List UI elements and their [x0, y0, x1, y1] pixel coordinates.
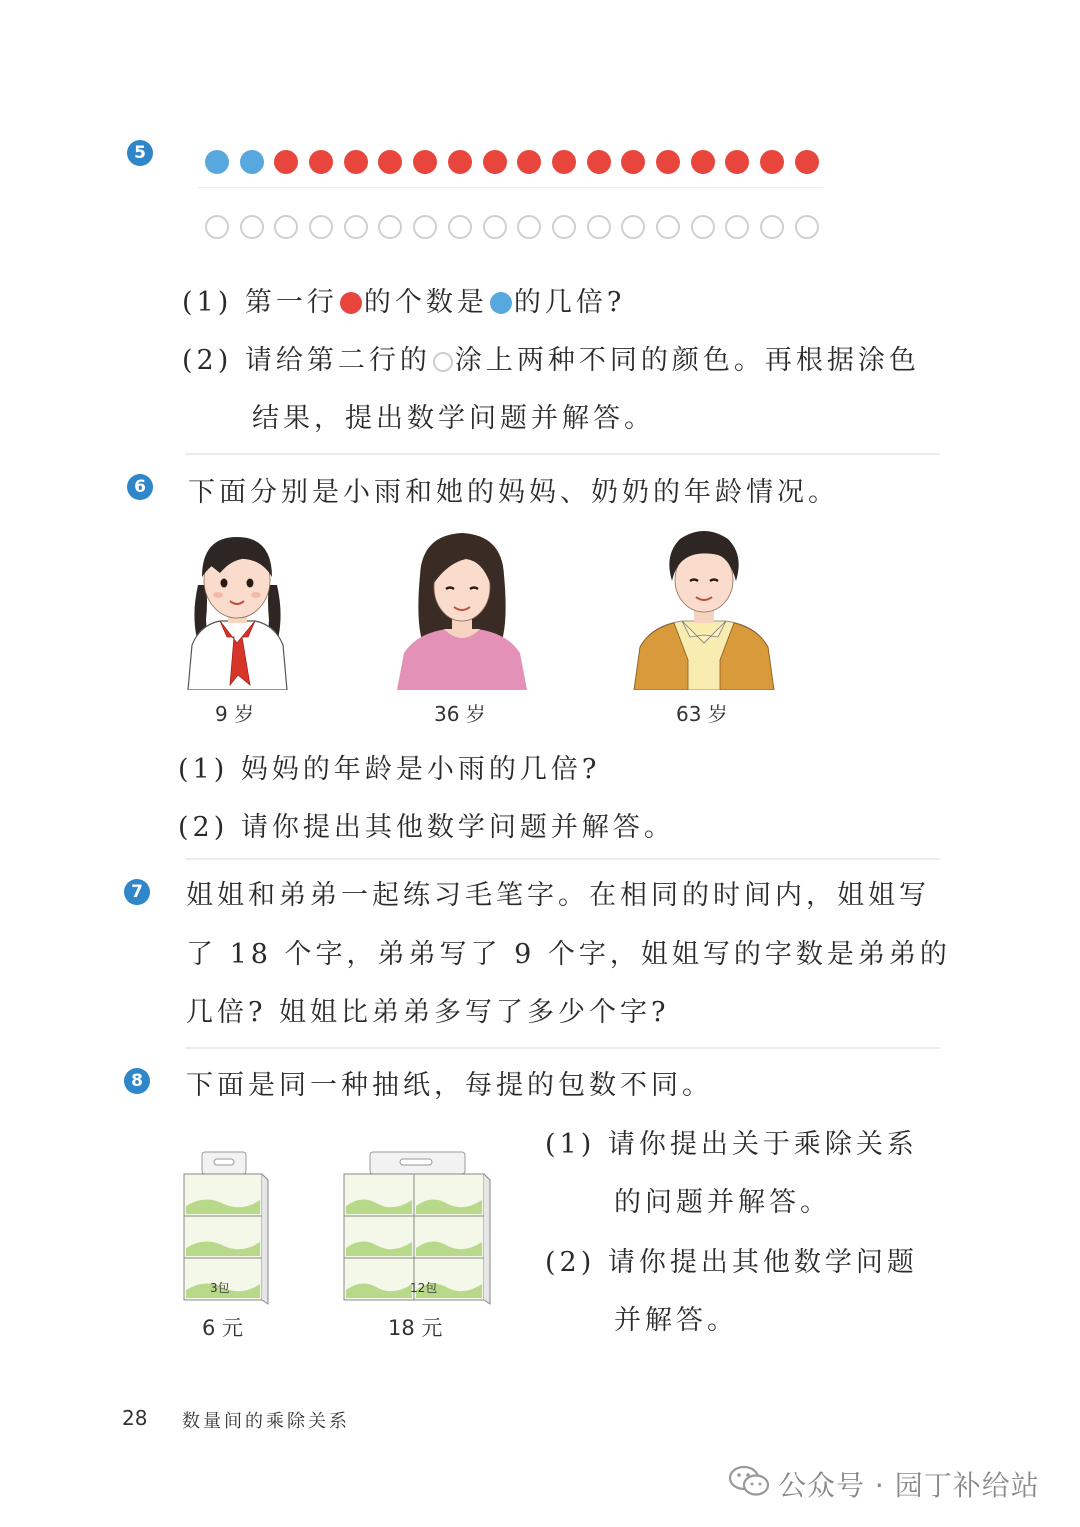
price-large-pack: 18 元	[388, 1316, 443, 1340]
empty-dot	[552, 215, 576, 239]
empty-dot	[517, 215, 541, 239]
empty-dot	[344, 215, 368, 239]
dot-row-empty	[205, 215, 829, 239]
q7-line1: 姐姐和弟弟一起练习毛笔字。在相同的时间内，姐姐写	[186, 880, 930, 911]
red-dot	[517, 150, 541, 174]
q5-sub1	[182, 280, 625, 319]
empty-dot	[274, 215, 298, 239]
red-dot	[621, 150, 645, 174]
section-divider	[185, 858, 940, 860]
dot-row-colored	[205, 150, 829, 174]
red-dot	[483, 150, 507, 174]
red-dot	[344, 150, 368, 174]
red-dot	[552, 150, 576, 174]
q5-sub2-line2: 结果，提出数学问题并解答。	[252, 403, 655, 434]
red-dot	[795, 150, 819, 174]
q7-line3: 几倍? 姐姐比弟弟多写了多少个字?	[186, 997, 670, 1028]
empty-dot	[795, 215, 819, 239]
q5-sub2-prefix: (2) 请给第二行的	[182, 345, 431, 376]
q5-sub1-prefix: (1) 第一行	[182, 287, 338, 318]
empty-dot	[483, 215, 507, 239]
blue-dot	[240, 150, 264, 174]
grandmother-illustration	[630, 525, 778, 690]
chapter-title: 数量间的乘除关系	[182, 1411, 350, 1432]
empty-dot	[413, 215, 437, 239]
red-dot	[725, 150, 749, 174]
tissue-pack-large	[340, 1150, 495, 1305]
empty-dot	[760, 215, 784, 239]
tissue-pack-small	[180, 1150, 270, 1305]
q8-sub1-line2: 的问题并解答。	[614, 1187, 831, 1218]
empty-dot	[240, 215, 264, 239]
empty-dot	[448, 215, 472, 239]
blue-dot	[205, 150, 229, 174]
q5-sub1-suffix: 的几倍?	[513, 287, 626, 318]
q8-sub1-line1: (1) 请你提出关于乘除关系	[545, 1129, 918, 1160]
q8-sub2-line1: (2) 请你提出其他数学问题	[545, 1247, 918, 1278]
q6-sub2: (2) 请你提出其他数学问题并解答。	[178, 812, 675, 843]
red-dot	[309, 150, 333, 174]
price-small-pack: 6 元	[202, 1316, 244, 1340]
q5-sub1-mid: 的个数是	[363, 287, 488, 318]
red-dot	[656, 150, 680, 174]
red-dot-icon	[340, 292, 362, 314]
empty-dot	[587, 215, 611, 239]
watermark-text: 公众号 · 园丁补给站	[778, 1469, 1040, 1502]
red-dot	[448, 150, 472, 174]
mother-illustration	[392, 525, 532, 690]
empty-dot	[378, 215, 402, 239]
age-label-grandmother: 63 岁	[676, 702, 728, 726]
girl-illustration	[180, 525, 295, 690]
red-dot	[587, 150, 611, 174]
blue-dot-icon	[490, 292, 512, 314]
empty-dot	[656, 215, 680, 239]
red-dot	[691, 150, 715, 174]
empty-dot	[621, 215, 645, 239]
page-number: 28	[122, 1406, 148, 1430]
empty-dot	[691, 215, 715, 239]
red-dot	[413, 150, 437, 174]
age-label-mother: 36 岁	[434, 702, 486, 726]
red-dot	[274, 150, 298, 174]
age-label-xiaoyu: 9 岁	[215, 702, 255, 726]
section-divider	[185, 453, 940, 455]
empty-dot	[725, 215, 749, 239]
q8-sub2-line2: 并解答。	[614, 1305, 738, 1336]
question-number-6: 6	[127, 474, 153, 500]
q5-sub2-suffix: 涂上两种不同的颜色。再根据涂色	[454, 345, 920, 376]
empty-dot	[309, 215, 333, 239]
empty-dot	[205, 215, 229, 239]
empty-dot-icon	[433, 352, 453, 372]
section-divider	[185, 1047, 940, 1049]
red-dot	[378, 150, 402, 174]
question-number-7: 7	[124, 879, 150, 905]
q8-intro: 下面是同一种抽纸，每提的包数不同。	[186, 1070, 713, 1101]
pack-label-12: 12包	[410, 1281, 438, 1295]
q7-line2: 了 18 个字，弟弟写了 9 个字，姐姐写的字数是弟弟的	[186, 939, 951, 970]
q6-intro: 下面分别是小雨和她的妈妈、奶奶的年龄情况。	[188, 477, 839, 508]
q5-sub2-line1	[182, 338, 920, 377]
dot-row-divider	[198, 187, 823, 188]
pack-label-3: 3包	[210, 1281, 230, 1295]
red-dot	[760, 150, 784, 174]
question-number-5: 5	[127, 140, 153, 166]
wechat-icon	[728, 1463, 770, 1499]
question-number-8: 8	[124, 1068, 150, 1094]
q6-sub1: (1) 妈妈的年龄是小雨的几倍?	[178, 754, 601, 785]
